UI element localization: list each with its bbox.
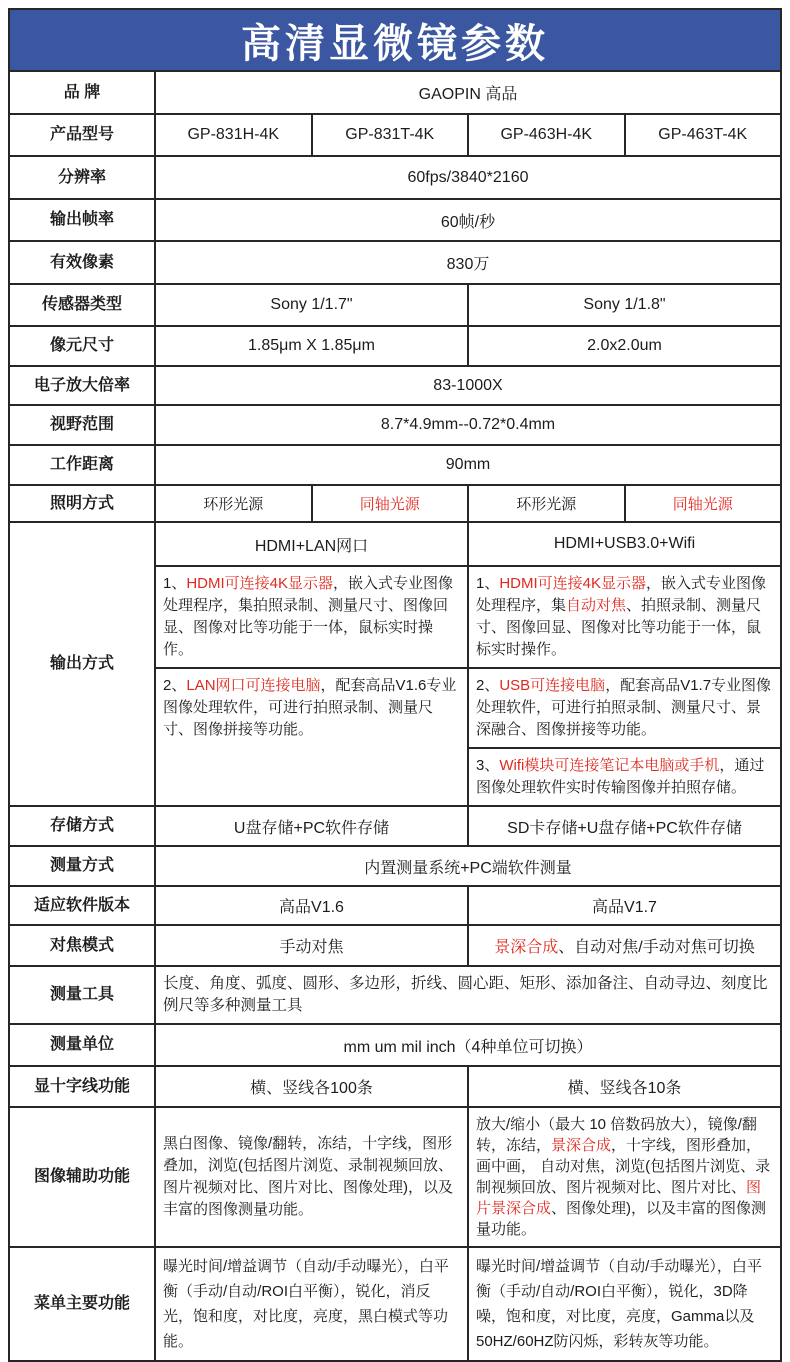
pixel-size-right: 2.0x2.0um	[467, 327, 780, 365]
focus-mode-left: 手动对焦	[279, 939, 344, 956]
item-number: 2、	[163, 677, 187, 694]
highlight-text: HDMI可连接4K显示器	[499, 575, 647, 592]
highlight-text: USB可连接电脑	[499, 677, 606, 694]
body-text: ，通过图像处理软件实时传输图像并拍照存储。	[476, 757, 765, 796]
storage-label: 存储方式	[10, 807, 156, 845]
storage-left: U盘存储+PC软件存储	[233, 819, 390, 837]
item-number: 3、	[476, 757, 500, 774]
field-of-view-label: 视野范围	[10, 406, 156, 444]
output-right-header: HDMI+USB3.0+Wifi	[469, 523, 780, 567]
crosshair-label: 显十字线功能	[10, 1067, 156, 1106]
body-text: ，配套高品V1.7专业图像处理软件，可进行拍照录制、测量尺寸、景深融合、图像拼接等功能。	[476, 677, 772, 738]
paragraph	[163, 675, 460, 741]
output-left-item-2	[156, 669, 467, 805]
magnification-label: 电子放大倍率	[10, 367, 156, 404]
brand-label: 品 牌	[10, 72, 156, 113]
model-value-3: GP-463H-4K	[467, 115, 624, 155]
paragraph	[476, 675, 773, 741]
row-resolution	[10, 155, 780, 198]
body-text: ，嵌入式专业图像处理程序，集拍照录制、测量尺寸、图像回显、图像对比等功能于一体，鼠标实时操作。	[163, 575, 454, 658]
highlight-text: 景深合成	[494, 939, 559, 956]
image-assist-right	[467, 1108, 780, 1246]
working-distance-value: 90mm	[445, 456, 491, 473]
paragraph	[476, 573, 773, 661]
measure-units-value: mm um mil inch（4种单位可切换）	[343, 1038, 593, 1056]
field-of-view-value: 8.7*4.9mm--0.72*0.4mm	[380, 416, 556, 433]
frame-rate-label: 输出帧率	[10, 200, 156, 240]
brand-value: GAOPIN 高品	[418, 86, 518, 103]
row-pixel-size	[10, 325, 780, 365]
highlight-text: 景深合成	[551, 1137, 612, 1154]
row-effective-pixels	[10, 240, 780, 283]
body-text: 放大/缩小（最大 10 倍数码放大），镜像/翻转，冻结，	[476, 1116, 757, 1154]
highlight-text: Wifi模块可连接笔记本电脑或手机	[499, 757, 720, 774]
illumination-value-2: 同轴光源	[311, 486, 468, 521]
item-number: 2、	[476, 677, 500, 694]
row-crosshair	[10, 1065, 780, 1106]
model-value-2: GP-831T-4K	[311, 115, 468, 155]
row-measure-units	[10, 1023, 780, 1065]
menu-functions-right: 曝光时间/增益调节（自动/手动曝光），白平衡（手动/自动/ROI白平衡），锐化，3D降噪，饱和度，对比度，亮度，Gamma以及50HZ/60HZ防闪烁，彩转灰等功能。	[467, 1248, 780, 1360]
row-software-version	[10, 885, 780, 924]
output-mode-left	[156, 523, 467, 805]
measure-tools-label: 测量工具	[10, 967, 156, 1023]
storage-right: SD卡存储+U盘存储+PC软件存储	[467, 807, 780, 845]
resolution-label: 分辨率	[10, 157, 156, 198]
model-value-4: GP-463T-4K	[624, 115, 781, 155]
measure-tools-value: 长度、角度、弧度、圆形、多边形，折线、圆心距、矩形、添加备注、自动寻边、刻度比例尺等多种测量工具	[163, 975, 768, 1014]
measurement-mode-value: 内置测量系统+PC端软件测量	[364, 859, 572, 877]
spec-table	[8, 8, 782, 1362]
output-left-item-1	[156, 567, 467, 669]
magnification-value: 83-1000X	[433, 376, 503, 394]
output-right-item-2	[469, 669, 780, 749]
row-storage	[10, 805, 780, 845]
illumination-value-3: 环形光源	[467, 486, 624, 521]
highlight-text: 图片景深合成	[476, 1179, 762, 1217]
body-text: ，十字线，图形叠加，画中画， 自动对焦，浏览(包括图片浏览、录制视频回放、图片视频对比、图片对比、	[476, 1137, 771, 1196]
sensor-type-right: Sony 1/1.8"	[467, 285, 780, 325]
row-frame-rate	[10, 198, 780, 240]
paragraph	[494, 934, 754, 957]
model-label: 产品型号	[10, 115, 156, 155]
pixel-size-label: 像元尺寸	[10, 327, 156, 365]
software-version-label: 适应软件版本	[10, 887, 156, 924]
row-focus-mode	[10, 924, 780, 965]
illumination-value-1: 环形光源	[203, 496, 264, 513]
row-sensor-type	[10, 283, 780, 325]
working-distance-label: 工作距离	[10, 446, 156, 484]
illumination-value-4: 同轴光源	[624, 486, 781, 521]
focus-mode-label: 对焦模式	[10, 926, 156, 965]
item-number: 1、	[163, 575, 187, 592]
crosshair-right: 横、竖线各10条	[467, 1067, 780, 1106]
illumination-label: 照明方式	[10, 486, 156, 521]
output-right-item-3	[469, 749, 780, 805]
row-model	[10, 113, 780, 155]
output-mode-label: 输出方式	[10, 523, 156, 805]
row-menu-functions	[10, 1246, 780, 1360]
body-text: 、图像处理)，以及丰富的图像测量功能。	[476, 1200, 767, 1238]
row-measurement-mode	[10, 845, 780, 885]
image-assist-label: 图像辅助功能	[10, 1108, 156, 1246]
menu-functions-left: 曝光时间/增益调节（自动/手动曝光），白平衡（手动/自动/ROI白平衡），锐化，消反光，饱和度，对比度，亮度，黑白模式等功能。	[163, 1258, 449, 1350]
item-number: 1、	[476, 575, 500, 592]
paragraph	[163, 573, 460, 661]
row-output-mode	[10, 521, 780, 805]
highlight-text: HDMI可连接4K显示器	[186, 575, 334, 592]
paragraph	[476, 1114, 773, 1240]
output-mode-right	[467, 523, 780, 805]
paragraph	[476, 755, 773, 799]
row-image-assist	[10, 1106, 780, 1246]
title-banner	[10, 10, 780, 70]
effective-pixels-value: 830万	[446, 256, 490, 273]
body-text: 、拍照录制、测量尺寸、图像回显、图像对比等功能于一体，鼠标实时操作。	[476, 597, 762, 658]
sensor-type-label: 传感器类型	[10, 285, 156, 325]
output-left-header: HDMI+LAN网口	[156, 523, 467, 567]
measure-units-label: 测量单位	[10, 1025, 156, 1065]
sensor-type-left: Sony 1/1.7"	[270, 296, 353, 313]
frame-rate-value: 60帧/秒	[440, 213, 496, 231]
model-value-1: GP-831H-4K	[187, 126, 280, 143]
software-version-right: 高品V1.7	[467, 887, 780, 924]
output-right-item-1	[469, 567, 780, 669]
software-version-left: 高品V1.6	[279, 899, 344, 916]
measurement-mode-label: 测量方式	[10, 847, 156, 885]
row-illumination	[10, 484, 780, 521]
body-text: 、自动对焦/手动对焦可切换	[558, 939, 755, 956]
resolution-value: 60fps/3840*2160	[407, 168, 529, 186]
highlight-text: 自动对焦	[566, 597, 627, 614]
body-text: ，嵌入式专业图像处理程序，集	[476, 575, 767, 614]
effective-pixels-label: 有效像素	[10, 242, 156, 283]
focus-mode-right	[467, 926, 780, 965]
menu-functions-label: 菜单主要功能	[10, 1248, 156, 1360]
row-measure-tools	[10, 965, 780, 1023]
row-magnification	[10, 365, 780, 404]
row-field-of-view	[10, 404, 780, 444]
row-brand	[10, 70, 780, 113]
body-text: ，配套高品V1.6专业图像处理软件，可进行拍照录制、测量尺寸、图像拼接等功能。	[163, 677, 457, 738]
crosshair-left: 横、竖线各100条	[250, 1080, 373, 1097]
highlight-text: LAN网口可连接电脑	[186, 677, 321, 694]
pixel-size-left: 1.85μm X 1.85μm	[248, 337, 375, 354]
image-assist-left: 黑白图像、镜像/翻转，冻结，十字线，图形叠加，浏览(包括图片浏览、录制视频回放、图片视频对比、图片对比、图像处理)，以及丰富的图像测量功能。	[163, 1135, 453, 1218]
row-working-distance	[10, 444, 780, 484]
page-title: 高清显微镜参数	[241, 21, 549, 66]
